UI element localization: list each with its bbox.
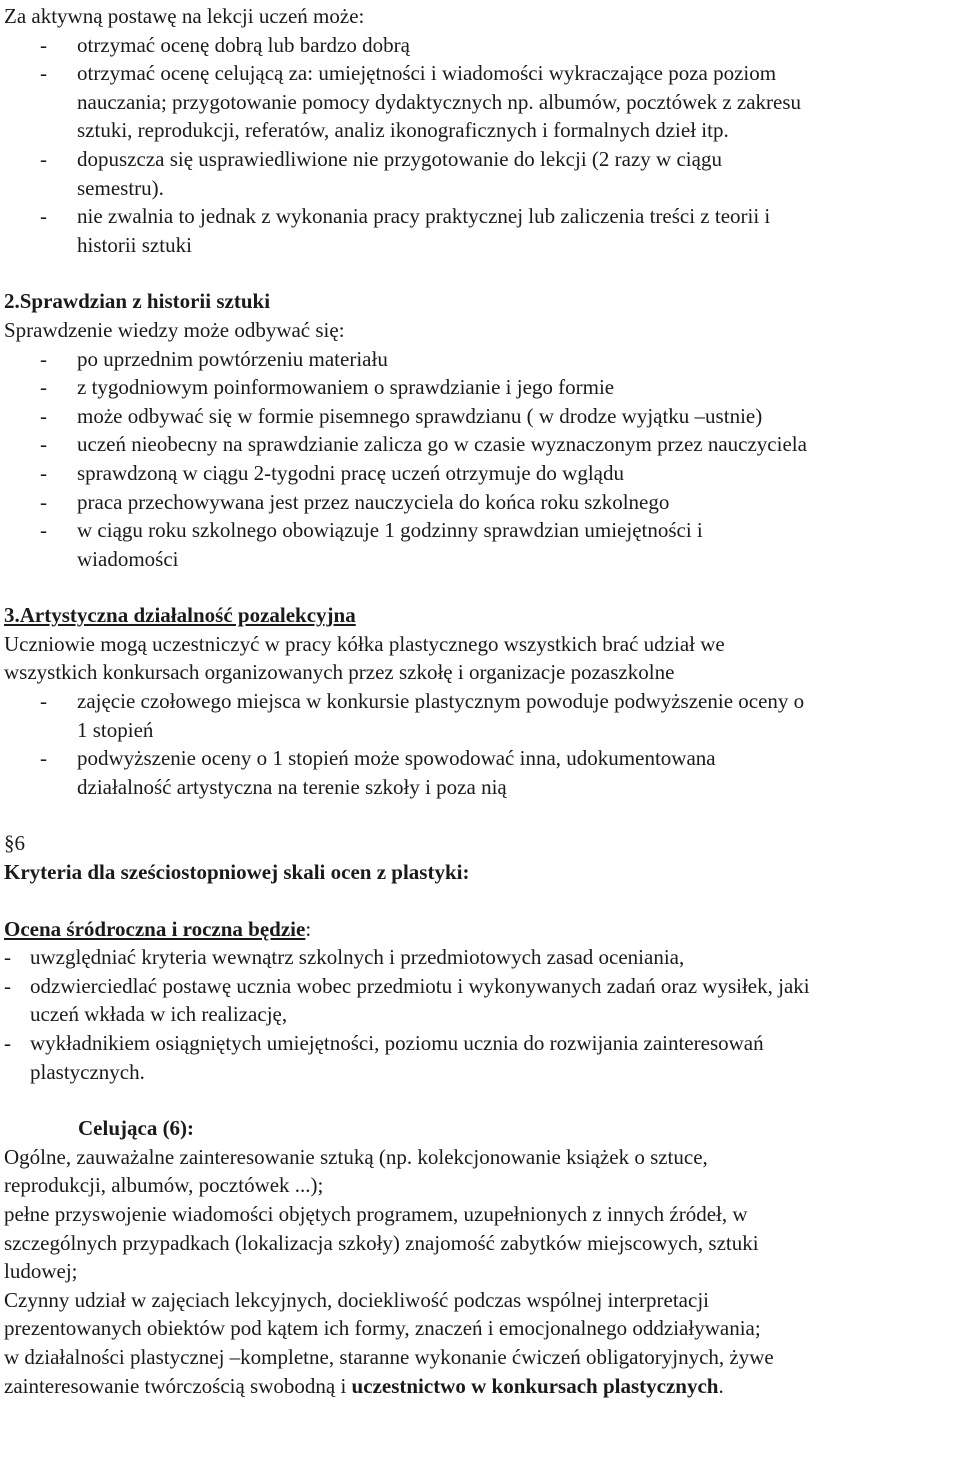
spacer — [4, 801, 956, 829]
section3-intro-line-2: wszystkich konkursach organizowanych przez szkołę i organizacje pozaszkolne — [4, 660, 675, 685]
section2-intro: Sprawdzenie wiedzy może odbywać się: — [4, 317, 345, 342]
list-item: - dopuszcza się usprawiedliwione nie przygotowanie do lekcji (2 razy w ciągu — [40, 146, 722, 171]
list-item: - po uprzednim powtórzeniu materiału — [40, 346, 388, 371]
list-item-continuation: uczeń wkłada w ich realizację, — [30, 1002, 288, 1027]
list-item-continuation: 1 stopień — [77, 717, 154, 742]
list-item: - sprawdzoną w ciągu 2-tygodni pracę uczeń otrzymuje do wglądu — [40, 460, 624, 485]
celujaca-line: Czynny udział w zajęciach lekcyjnych, dociekliwość podczas wspólnej interpretacji — [4, 1287, 709, 1312]
list-item-continuation: historii sztuki — [77, 232, 192, 257]
list-item-continuation: nauczania; przygotowanie pomocy dydaktycznych np. albumów, pocztówek z zakresu — [77, 89, 802, 114]
celujaca-line: prezentowanych obiektów pod kątem ich formy, znaczeń i emocjonalnego oddziaływania; — [4, 1316, 761, 1341]
list-item: - praca przechowywana jest przez nauczyciela do końca roku szkolnego — [40, 489, 670, 514]
spacer — [4, 259, 956, 287]
section1-intro: Za aktywną postawę na lekcji uczeń może: — [4, 4, 365, 28]
section2-heading: 2.Sprawdzian z historii sztuki — [4, 289, 271, 314]
section6-subheading: Ocena śródroczna i roczna będzie: — [4, 916, 312, 941]
list-item: - otrzymać ocenę celującą za: umiejętności i wiadomości wykraczające poza poziom — [40, 61, 777, 86]
celujaca-line: szczególnych przypadkach (lokalizacja szkoły) znajomość zabytków miejscowych, sztuki — [4, 1230, 759, 1255]
celujaca-line: ludowej; — [4, 1259, 78, 1284]
celujaca-line: reprodukcji, albumów, pocztówek ...); — [4, 1173, 324, 1198]
list-item: - podwyższenie oceny o 1 stopień może spowodować inna, udokumentowana — [40, 746, 716, 771]
celujaca-line: w działalności plastycznej –kompletne, staranne wykonanie ćwiczeń obligatoryjnych, żywe — [4, 1344, 774, 1369]
list-item-continuation: wiadomości — [77, 546, 179, 571]
celujaca-last-line: zainteresowanie twórczością swobodną i uczestnictwo w konkursach plastycznych. — [4, 1373, 724, 1398]
section3-heading: 3.Artystyczna działalność pozalekcyjna — [4, 603, 356, 628]
spacer — [4, 1086, 956, 1114]
section6-heading: Kryteria dla sześciostopniowej skali ocen z plastyki: — [4, 860, 470, 885]
spacer — [4, 573, 956, 601]
list-item: - otrzymać ocenę dobrą lub bardzo dobrą — [40, 32, 410, 57]
list-item: - uwzględniać kryteria wewnątrz szkolnych i przedmiotowych zasad oceniania, — [4, 945, 685, 970]
list-item: - może odbywać się w formie pisemnego sprawdzianu ( w drodze wyjątku –ustnie) — [40, 403, 763, 428]
list-item-continuation: plastycznych. — [30, 1059, 145, 1084]
list-item-continuation: działalność artystyczna na terenie szkoły i poza nią — [77, 774, 507, 799]
spacer — [4, 887, 956, 915]
list-item: - wykładnikiem osiągniętych umiejętności, poziomu ucznia do rozwijania zainteresowań — [4, 1031, 764, 1055]
list-item: - zajęcie czołowego miejsca w konkursie plastycznym powoduje podwyższenie oceny o — [40, 689, 805, 714]
celujaca-line: Ogólne, zauważalne zainteresowanie sztuką (np. kolekcjonowanie książek o sztuce, — [4, 1144, 708, 1169]
list-item: - nie zwalnia to jednak z wykonania pracy praktycznej lub zaliczenia treści z teorii i — [40, 204, 771, 229]
celujaca-line: pełne przyswojenie wiadomości objętych programem, uzupełnionych z innych źródeł, w — [4, 1201, 748, 1226]
list-item: - odzwierciedlać postawę ucznia wobec przedmiotu i wykonywanych zadań oraz wysiłek, jaki — [4, 973, 810, 998]
list-item: - w ciągu roku szkolnego obowiązuje 1 godzinny sprawdzian umiejętności i — [40, 518, 703, 543]
paragraph-mark: §6 — [4, 831, 25, 856]
celujaca-heading: Celująca (6): — [78, 1116, 195, 1141]
section3-intro-line-1: Uczniowie mogą uczestniczyć w pracy kółka plastycznego wszystkich brać udział we — [4, 631, 725, 656]
list-item-continuation: semestru). — [77, 175, 164, 200]
list-item: - z tygodniowym poinformowaniem o sprawdzianie i jego formie — [40, 375, 615, 400]
list-item: - uczeń nieobecny na sprawdzianie zalicza go w czasie wyznaczonym przez nauczyciela — [40, 432, 807, 457]
list-item-continuation: sztuki, reprodukcji, referatów, analiz ikonograficznych i formalnych dzieł itp. — [77, 118, 729, 143]
